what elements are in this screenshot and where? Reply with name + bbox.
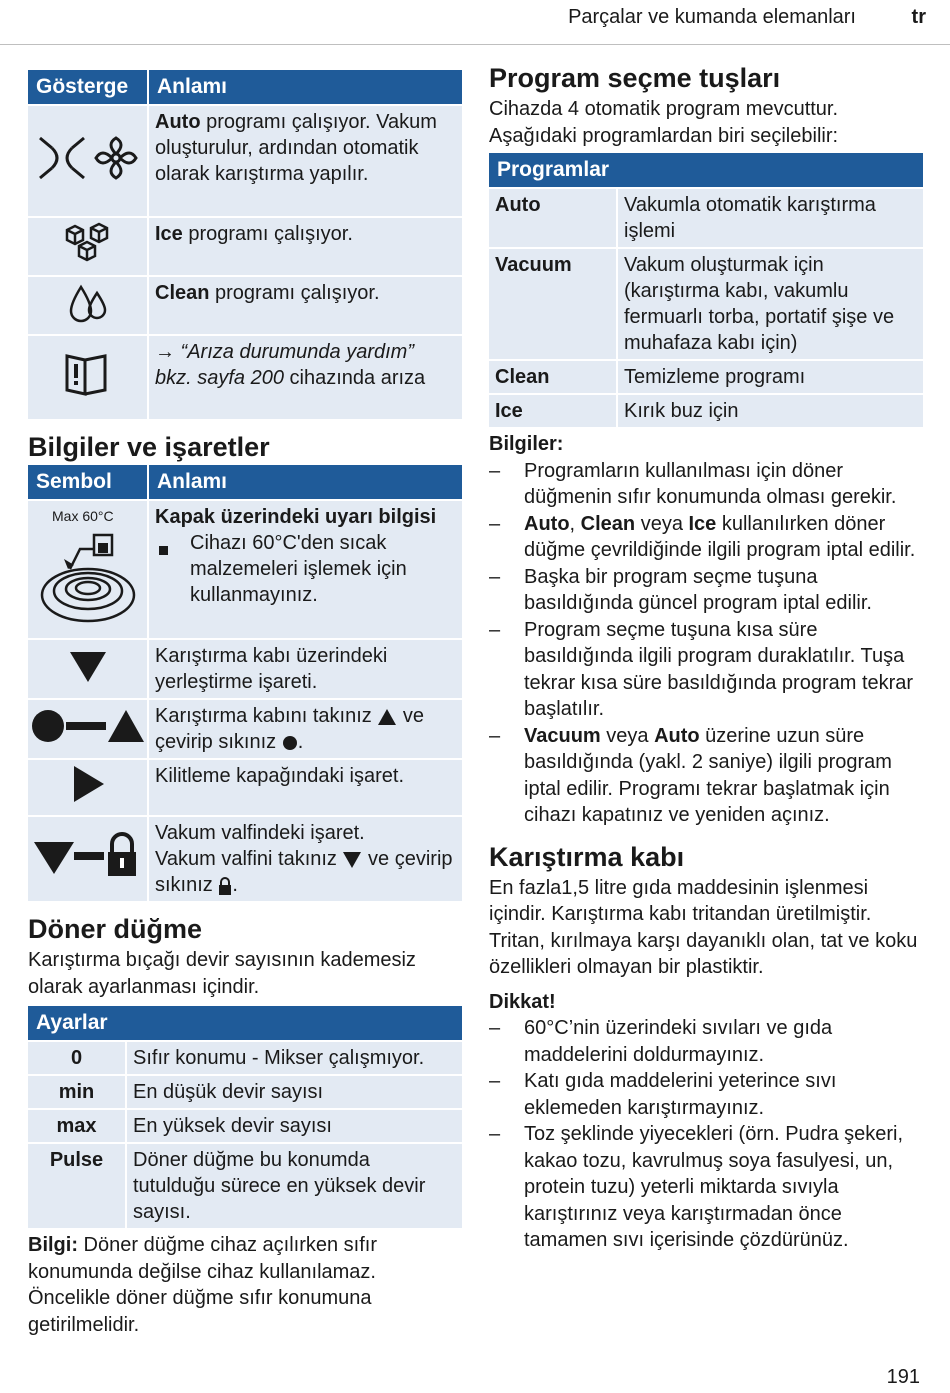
indicator-icon-cell [28,217,148,276]
table-row [28,217,462,276]
program-name: Ice [688,512,717,535]
program-key: Ice [489,394,617,427]
setting-value: En yüksek devir sayısı [126,1109,462,1143]
lock-turn-icon [30,706,146,746]
symbol-icon-cell [28,816,148,901]
bullet-text: Cihazı 60°C'den sıcak malzemeleri işlemek için kullanmayınız. [190,532,407,606]
container-description: En fazla1,5 litre gıda maddesinin işlenmesi içindir. Karıştırma kabı tritandan üretilmiştir. Tritan, kırılmaya karşı dayanıklı olan, tat ve koku özellikleri olmayan bir plastiktir. [489,876,918,978]
list-item: – Programların kullanılması için döner düğmenin sıfır konumunda olması gerekir. [489,458,923,511]
list-item: – Başka bir program seçme tuşuna basıldığında güncel program iptal edilir. [489,564,923,617]
list-item [489,511,923,564]
header-title: Parçalar ve kumanda elemanları [568,6,856,28]
section-title-programs: Program seçme tuşları [489,63,781,93]
list-item: – Katı gıda maddelerini yeterince sıvı eklemeden karıştırmayınız. [489,1068,923,1121]
section-title-dial: Döner düğme [28,914,203,944]
section-title-container: Karıştırma kabı [489,841,685,872]
symbol-icon-cell [28,500,148,639]
vacuum-icon [34,128,142,188]
symbol-header-col2: Anlamı [148,465,462,500]
program-value: Temizleme programı [617,360,923,394]
header-rule [0,44,950,45]
setting-key: Pulse [28,1143,126,1228]
manual-reference-link[interactable]: “Arıza durumunda yardım” bkz. sayfa 200 [155,341,414,389]
programs-description: Cihazda 4 otomatik program mevcuttur. Aşağıdaki programlardan biri seçilebilir: [489,98,839,147]
symbol-icon-cell [28,699,148,759]
right-column [489,62,923,1254]
table-row [28,276,462,335]
setting-key: min [28,1075,126,1109]
setting-key: 0 [28,1041,126,1075]
section-title-symbols: Bilgiler ve işaretler [28,432,270,462]
arrow-icon: → [155,341,175,363]
table-row [28,1041,462,1075]
settings-header: Ayarlar [28,1006,462,1041]
indicator-meaning [148,105,462,217]
table-row [28,699,462,759]
note-label: Bilgi: [28,1234,78,1256]
note-text: Döner düğme cihaz açılırken sıfır konumunda değilse cihaz kullanılamaz. Öncelikle döner düğme sıfır konumuna getirilmelidir. [28,1234,378,1336]
list-item: – Toz şeklinde yiyecekleri (örn. Pudra şekeri, kakao tozu, kavrulmuş soya fasulyesi, un, protein tuzu) yeterli miktarda sıvıyla karıştırınız veya karıştırmadan önce tamamen sıvı içerisinde çözdürünüz. [489,1121,923,1254]
table-row [489,248,923,360]
table-row [28,816,462,901]
list-text: kullanılırken döner düğme çevrildiğinde ilgili program iptal edilir. [524,512,916,561]
triangle-down-icon [66,646,110,686]
symbol-text: Karıştırma kabını takınız [155,705,378,727]
lid-warning-icon [32,529,144,629]
lock-icon [218,877,232,895]
lid-warning-title: Kapak üzerindeki uyarı bilgisi [155,506,437,528]
indicator-text: programı çalışıyor. [209,282,380,304]
list-text: üzerine uzun süre basıldığında (yakl. 2 saniye) ilgili program iptal edilir. Programı tekrar başlatmak için cihazı kapatınız ve yeniden açınız. [524,724,892,826]
left-column [28,70,462,1338]
symbol-text: ve çevirip sıkınız [155,848,453,896]
symbol-meaning [148,500,462,639]
setting-value: En düşük devir sayısı [126,1075,462,1109]
table-row [489,360,923,394]
symbol-text: . [297,731,304,753]
setting-value: Sıfır konumu - Mikser çalışmıyor. [126,1041,462,1075]
symbol-text: ve çevirip sıkınız [155,705,424,753]
symbol-icon-cell [28,639,148,699]
caution-title: Dikkat! [489,990,556,1013]
indicator-text: programı çalışıyor. [182,223,353,245]
indicator-table [28,70,462,419]
page-header [568,6,926,29]
program-key: Clean [489,360,617,394]
symbol-meaning [148,699,462,759]
indicator-meaning [148,217,462,276]
indicator-meaning [148,335,462,419]
program-name: Auto [524,512,570,535]
indicator-icon-cell [28,335,148,419]
symbol-meaning [148,639,462,699]
bullet-square-icon [159,546,168,555]
bullet-item [155,530,456,608]
symbol-header-col1: Sembol [28,465,148,500]
indicator-text: cihazında arıza [283,367,426,389]
info-title: Bilgiler: [489,433,564,455]
indicator-header-col1: Gösterge [28,70,148,105]
table-row [28,1075,462,1109]
indicator-header-col2: Anlamı [148,70,462,105]
program-key: Vacuum [489,248,617,360]
table-row [28,639,462,699]
triangle-right-icon [68,762,108,806]
indicator-text: programı çalışıyor. Vakum oluşturulur, ardından otomatik olarak karıştırma yapılır. [155,111,437,185]
program-value: Kırık buz için [617,394,923,427]
symbol-text: . [232,874,238,896]
list-text: , [569,512,581,535]
table-row [28,105,462,217]
symbol-table [28,465,462,901]
programs-table [489,153,923,427]
fan-icon [96,138,136,178]
table-row [489,188,923,248]
dial-description: Karıştırma bıçağı devir sayısının kademesiz olarak ayarlanması içindir. [28,949,416,998]
list-item [489,723,923,829]
list-item: – 60°C’nin üzerindeki sıvıları ve gıda maddelerini doldurmayınız. [489,1015,923,1068]
programs-header: Programlar [489,153,923,188]
setting-value: Döner düğme bu konumda tutulduğu sürece en yüksek devir sayısı. [126,1143,462,1228]
table-row [489,394,923,427]
list-text: veya [600,724,655,747]
table-row [28,1109,462,1143]
settings-table [28,1006,462,1228]
info-list [489,458,923,829]
indicator-meaning [148,276,462,335]
symbol-text: Vakum valfindeki işaret. [155,822,365,844]
page-number: 191 [886,1366,920,1388]
symbol-meaning [148,759,462,816]
list-text: veya [635,512,689,535]
program-key: Auto [489,188,617,248]
vacuum-valve-lock-icon [32,832,144,880]
list-item: – Program seçme tuşuna kısa süre basıldığında ilgili program duraklatılır. Tuşa tekrar kısa süre basıldığında program tekrar başlatılır. [489,617,923,723]
program-value: Vakum oluşturmak için (karıştırma kabı, vakumlu fermuarlı torba, portatif şişe ve muhafaza kabı için) [617,248,923,360]
triangle-down-icon [342,851,362,869]
max-temp-label: Max 60°C [52,508,114,524]
symbol-text: Vakum valfini takınız [155,848,343,870]
program-name: Vacuum [524,724,601,747]
program-name: Clean [580,512,636,535]
program-value: Vakumla otomatik karıştırma işlemi [617,188,923,248]
header-language: tr [911,6,926,28]
table-row [28,335,462,419]
program-name-ice: Ice [155,223,183,245]
triangle-up-icon [377,708,397,726]
symbol-text: Kilitleme kapağındaki işaret. [155,765,405,787]
error-manual-icon [63,350,113,398]
symbol-icon-cell [28,759,148,816]
program-name-clean: Clean [155,282,210,304]
program-name: Auto [654,724,700,747]
ice-cubes-icon [63,220,113,266]
table-row [28,759,462,816]
dial-note [28,1232,462,1338]
symbol-meaning [148,816,462,901]
program-name-auto: Auto [155,111,201,133]
setting-key: max [28,1109,126,1143]
indicator-icon-cell [28,105,148,217]
table-row [28,1143,462,1228]
indicator-icon-cell [28,276,148,335]
table-row [28,500,462,639]
symbol-text: Karıştırma kabı üzerindeki yerleştirme işareti. [155,645,388,693]
caution-list [489,1015,923,1254]
circle-icon [282,735,298,751]
water-drops-icon [65,279,111,325]
